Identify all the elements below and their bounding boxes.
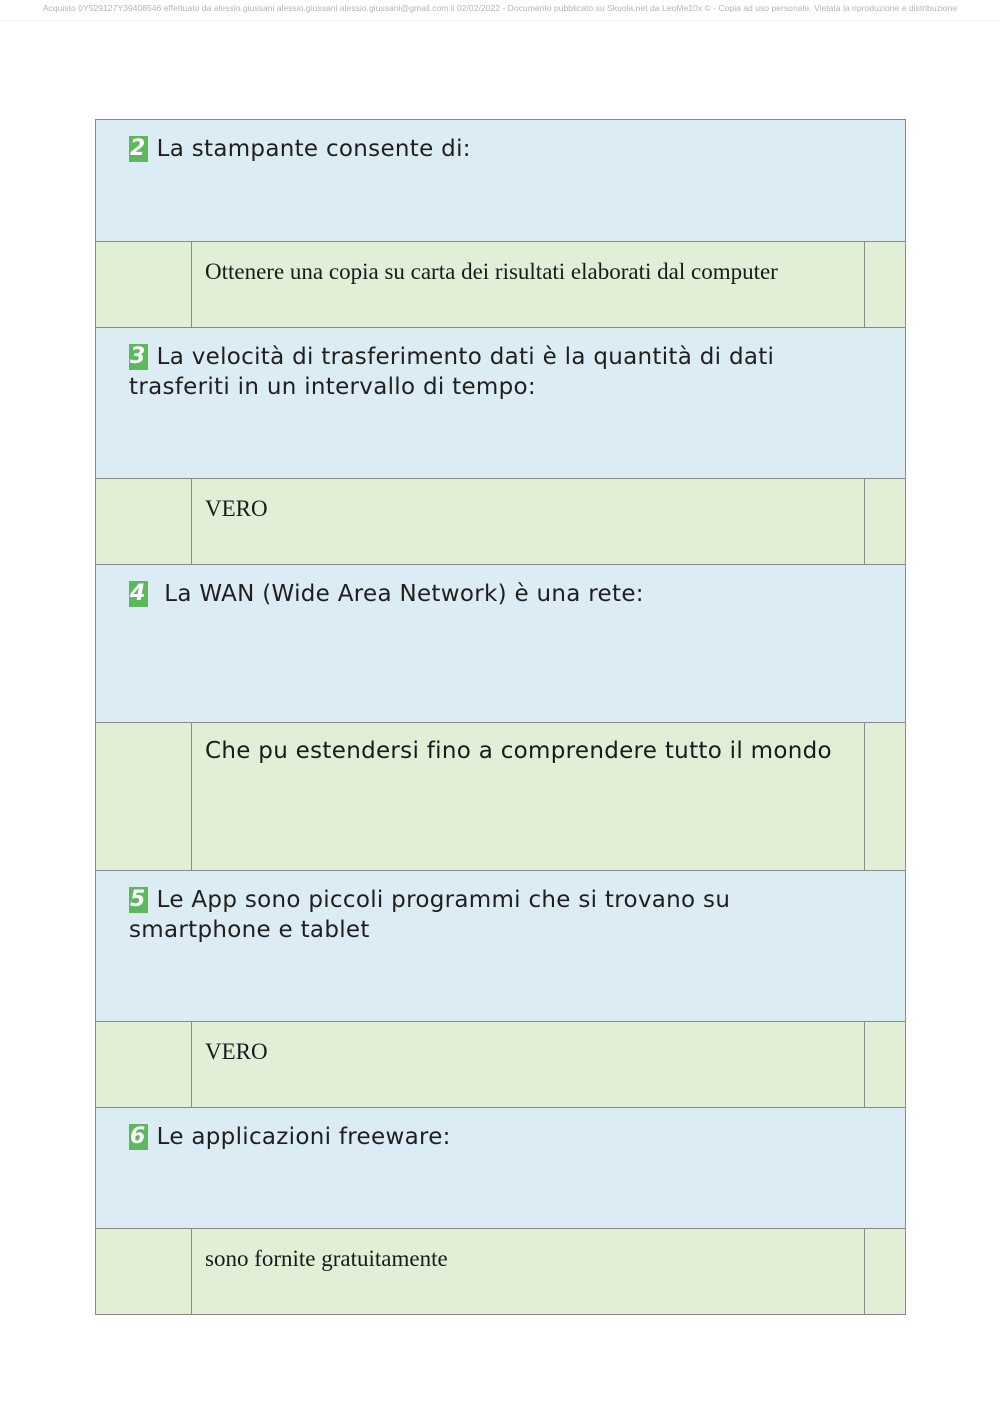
answer-text: Che pu estendersi fino a comprendere tutto il mondo bbox=[205, 738, 832, 764]
answer-row bbox=[96, 1229, 905, 1314]
answer-cell bbox=[191, 723, 865, 870]
question-number-badge: 6 bbox=[130, 1124, 146, 1149]
question-label: Le applicazioni freeware: bbox=[156, 1124, 451, 1150]
question-number-badge: 3 bbox=[130, 344, 146, 369]
answer-row bbox=[96, 723, 905, 871]
question-text bbox=[129, 342, 829, 402]
question-row bbox=[96, 1108, 905, 1229]
answer-text: VERO bbox=[205, 496, 268, 521]
question-text bbox=[129, 885, 829, 945]
answer-cell bbox=[191, 1022, 865, 1107]
question-label: La stampante consente di: bbox=[156, 136, 471, 162]
answer-text: VERO bbox=[205, 1039, 268, 1064]
question-label: Le App sono piccoli programmi che si trovano su smartphone e tablet bbox=[129, 887, 731, 943]
answer-text: Ottenere una copia su carta dei risultati elaborati dal computer bbox=[205, 259, 778, 284]
header-divider bbox=[0, 20, 1000, 21]
question-row bbox=[96, 565, 905, 723]
answer-row bbox=[96, 479, 905, 565]
question-text bbox=[129, 1122, 829, 1152]
question-label: La velocità di trasferimento dati è la quantità di dati trasferiti in un intervallo di tempo: bbox=[129, 344, 775, 400]
question-number-badge: 5 bbox=[130, 887, 146, 912]
question-text bbox=[129, 579, 829, 609]
question-text bbox=[129, 134, 829, 164]
answer-cell bbox=[191, 1229, 865, 1314]
question-row bbox=[96, 871, 905, 1022]
watermark-text: Acquisto 0Y529127Y39408546 effettuato da alessio.giussani alessio.giussani alessio.giussani@gmail.com il 02/02/2022 - Documento pubblicato su Skuola.net da LeoMe10x © - Copia ad uso personale. Vietata la riproduzione e distribuzione bbox=[42, 3, 958, 13]
quiz-table bbox=[95, 119, 906, 1315]
question-row bbox=[96, 328, 905, 479]
question-row bbox=[96, 120, 905, 242]
answer-row bbox=[96, 242, 905, 328]
answer-cell bbox=[191, 242, 865, 327]
answer-cell bbox=[191, 479, 865, 564]
answer-row bbox=[96, 1022, 905, 1108]
question-number-badge: 2 bbox=[130, 136, 146, 161]
question-number-badge: 4 bbox=[130, 581, 146, 606]
answer-text: sono fornite gratuitamente bbox=[205, 1246, 448, 1271]
question-label: La WAN (Wide Area Network) è una rete: bbox=[156, 581, 644, 607]
